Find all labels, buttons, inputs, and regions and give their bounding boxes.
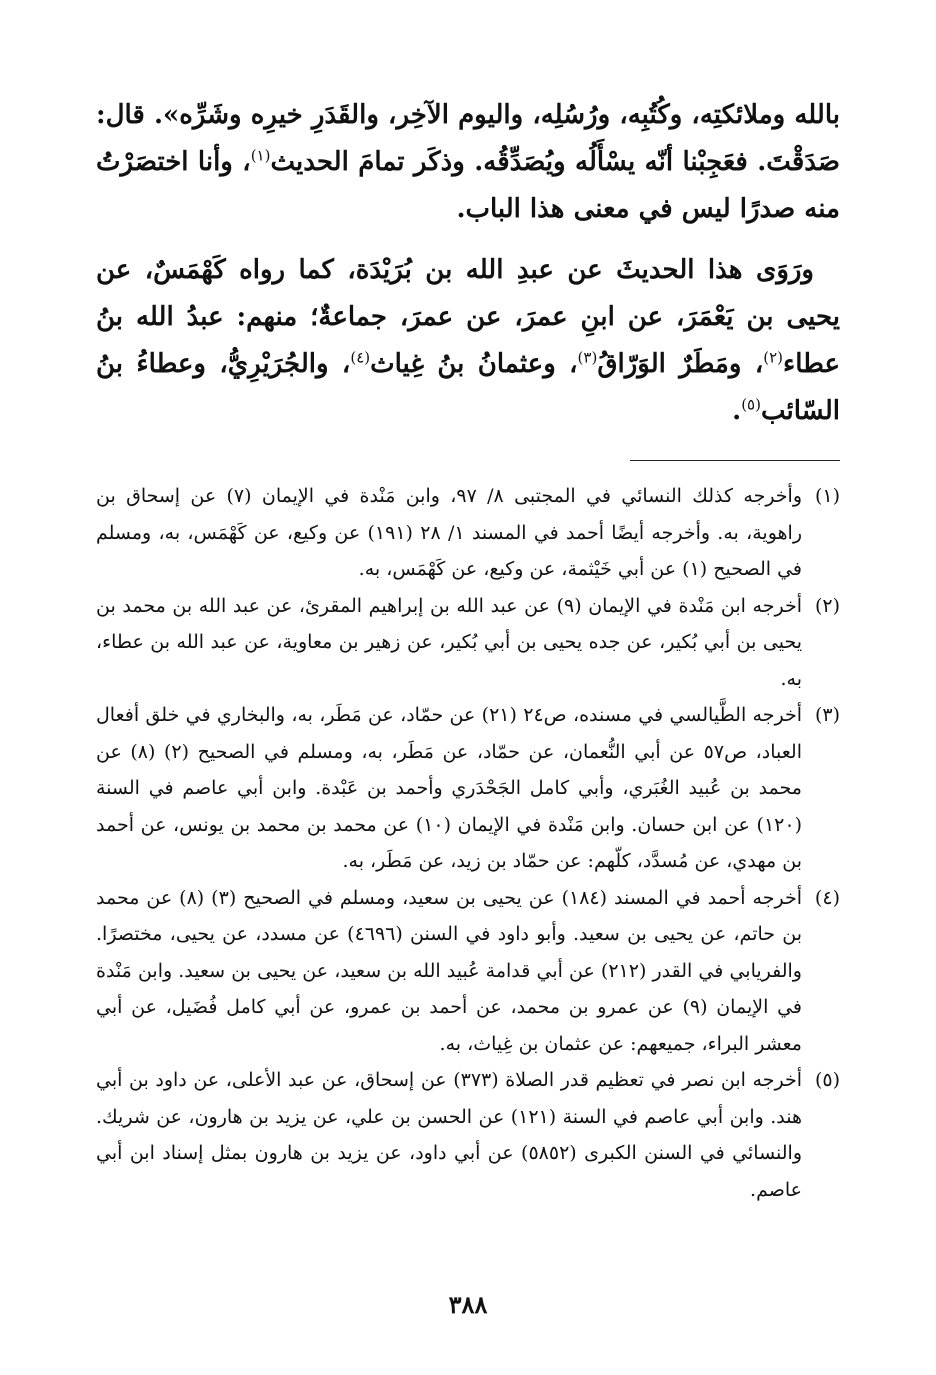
footnote-text: أخرجه أحمد في المسند (١٨٤) عن يحيى بن سعيد، ومسلم في الصحيح (٣) (٨) عن محمد بن حاتم، عن يحيى بن سعيد. وأبو داود في السنن (٤٦٩٦) عن مسدد، عن يحيى، مختصرًا. والفريابي في القدر (٢١٢) عن أبي قدامة عُبيد الله بن سعيد، عن يحيى بن سعيد. وابن مَنْدة في الإيمان (٩) عن عمرو بن محمد، عن أحمد بن عمرو، عن أبي كامل فُضَيل، عن أبي معشر البراء، جميعهم: عن عثمان بن غِياث، به. bbox=[96, 886, 802, 1055]
footnote-text: أخرجه ابن نصر في تعظيم قدر الصلاة (٣٧٣) عن إسحاق، عن عبد الأعلى، عن داود بن أبي هند. وابن أبي عاصم في السنة (١٢١) عن الحسن بن علي، عن يزيد بن هارون، عن شريك. والنسائي في السنن الكبرى (٥٨٥٢) عن أبي داود، عن يزيد بن هارون بمثل إسناد ابن أبي عاصم. bbox=[96, 1069, 803, 1201]
footnote-1 bbox=[96, 478, 840, 588]
paragraph-2-text-d: ، والجُرَيْرِيُّ، وعطاءُ بنُ السّائب bbox=[96, 349, 840, 426]
footnote-text: أخرجه ابن مَنْدة في الإيمان (٩) عن عبد الله بن إبراهيم المقرئ، عن عبد الله بن محمد بن يحيى بن أبي بُكير، عن جده يحيى بن أبي بُكير، عن زهير بن معاوية، عن عبد الله بن عطاء، به. bbox=[96, 594, 802, 690]
page-number: ٣٨٨ bbox=[448, 1290, 488, 1319]
footnote-ref-5[interactable]: (٥) bbox=[741, 395, 761, 414]
footnote-number: (٣) bbox=[814, 704, 840, 726]
footnote-number: (١) bbox=[814, 485, 841, 507]
footnote-text: وأخرجه كذلك النسائي في المجتبى ٨/ ٩٧، وابن مَنْدة في الإيمان (٧) عن إسحاق بن راهوية، به. وأخرجه أيضًا أحمد في المسند ١/ ٢٨ (١٩١) عن وكيع، عن كَهْمَس، به، ومسلم في الصحيح (١) عن أبي خَيْثمة، عن وكيع، عن كَهْمَس، به. bbox=[96, 485, 803, 580]
main-paragraph-2 bbox=[96, 247, 840, 435]
footnotes bbox=[96, 478, 840, 1208]
paragraph-2-text-e: . bbox=[732, 396, 742, 426]
main-text bbox=[96, 92, 840, 449]
paragraph-1-end: ، وأنا اختصَرْتُ منه صدرًا ليس في معنى هذا الباب. bbox=[96, 147, 840, 224]
footnote-divider bbox=[630, 460, 840, 461]
paragraph-2-text-c: ، وعثمانُ بنُ غِياث bbox=[370, 349, 578, 379]
footnote-5 bbox=[96, 1062, 840, 1208]
paragraph-2-text-a: ورَوَى هذا الحديثَ عن عبدِ الله بن بُرَيْدَة، كما رواه كَهْمَسٌ، عن يحيى بن يَعْمَرَ، عن ابنِ عمرَ، عن عمرَ، جماعةٌ؛ منهم: عبدُ الله بنُ عطاء bbox=[96, 255, 840, 379]
footnote-2 bbox=[96, 588, 840, 698]
footnote-ref-4[interactable]: (٤) bbox=[350, 348, 371, 367]
footnote-number: (٥) bbox=[814, 1069, 841, 1091]
paragraph-1-text: بالله وملائكتِه، وكُتُبِه، ورُسُلِه، واليوم الآخِر، والقَدَرِ خيرِه وشَرِّه». قال: صَدَقْتَ. فعَجِبْنا أنّه يسْأَلُه ويُصَدِّقُه. وذكَر تمامَ الحديث bbox=[96, 100, 840, 177]
footnote-ref-1[interactable]: (١) bbox=[250, 146, 271, 165]
footnote-ref-3[interactable]: (٣) bbox=[577, 348, 598, 367]
footnote-4 bbox=[96, 880, 840, 1063]
paragraph-2-text-b: ، ومَطَرٌ الوَرّاقُ bbox=[597, 349, 764, 379]
footnote-ref-2[interactable]: (٢) bbox=[763, 348, 783, 367]
footnote-text: أخرجه الطَّيالسي في مسنده، ص٢٤ (٢١) عن حمّاد، عن مَطَر، به، والبخاري في خلق أفعال العباد، ص٥٧ عن أبي النُّعمان، عن حمّاد، عن مَطَر، به، ومسلم في الصحيح (٢) (٨) عن محمد بن عُبيد الغُبَري، وأبي كامل الجَحْدَري وأحمد بن عَبْدة. وابن أبي عاصم في السنة (١٢٠) عن ابن حسان. وابن مَنْدة في الإيمان (١٠) عن محمد بن محمد بن يونس، عن أحمد بن مهدي، عن مُسدَّد، كلّهم: عن حمّاد بن زيد، عن مَطَر، به. bbox=[96, 704, 802, 872]
footnote-number: (٤) bbox=[814, 886, 840, 909]
main-paragraph-1 bbox=[96, 92, 840, 233]
footnote-number: (٢) bbox=[814, 594, 840, 617]
footnote-3 bbox=[96, 697, 840, 880]
